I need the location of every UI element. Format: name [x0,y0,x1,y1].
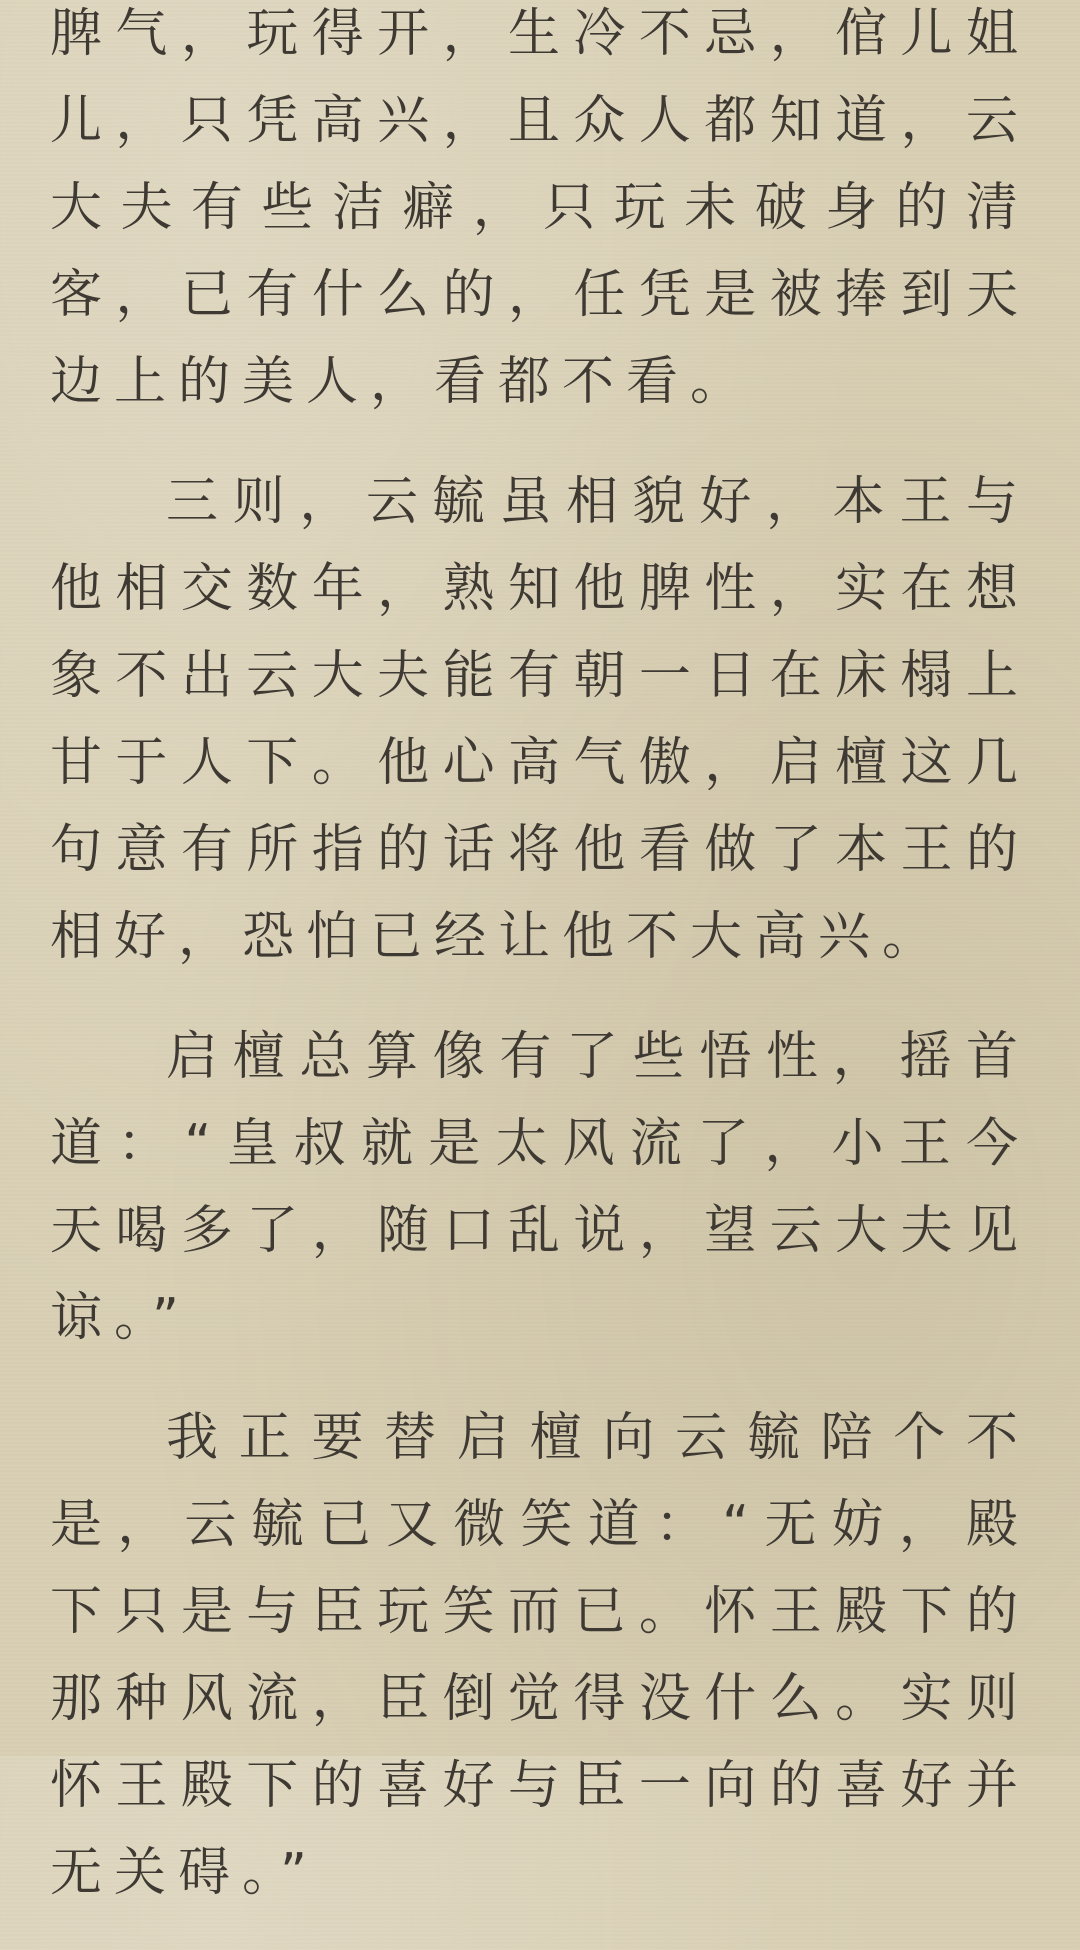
paragraph-continued: 脾气，玩得开，生冷不忌，倌儿姐儿，只凭高兴，且众人都知道，云大夫有些洁癖，只玩未破身的清客，已有什么的，任凭是被捧到天边上的美人，看都不看。 [50,4,1030,412]
paragraph: 我正要替启檀向云毓陪个不是，云毓已又微笑道：“无妨，殿下只是与臣玩笑而已。怀王殿下的那种风流，臣倒觉得没什么。实则怀王殿下的喜好与臣一向的喜好并无关碍。” [50,1408,1030,1903]
paragraph: 三则，云毓虽相貌好，本王与他相交数年，熟知他脾性，实在想象不出云大夫能有朝一日在床榻上甘于人下。他心高气傲，启檀这几句意有所指的话将他看做了本王的相好，恐怕已经让他不大高兴。 [50,472,1030,967]
paragraph: 启檀总算像有了些悟性，摇首道：“皇叔就是太风流了，小王今天喝多了，随口乱说，望云大夫见谅。” [50,1027,1030,1348]
page-text [50,0,1030,1950]
